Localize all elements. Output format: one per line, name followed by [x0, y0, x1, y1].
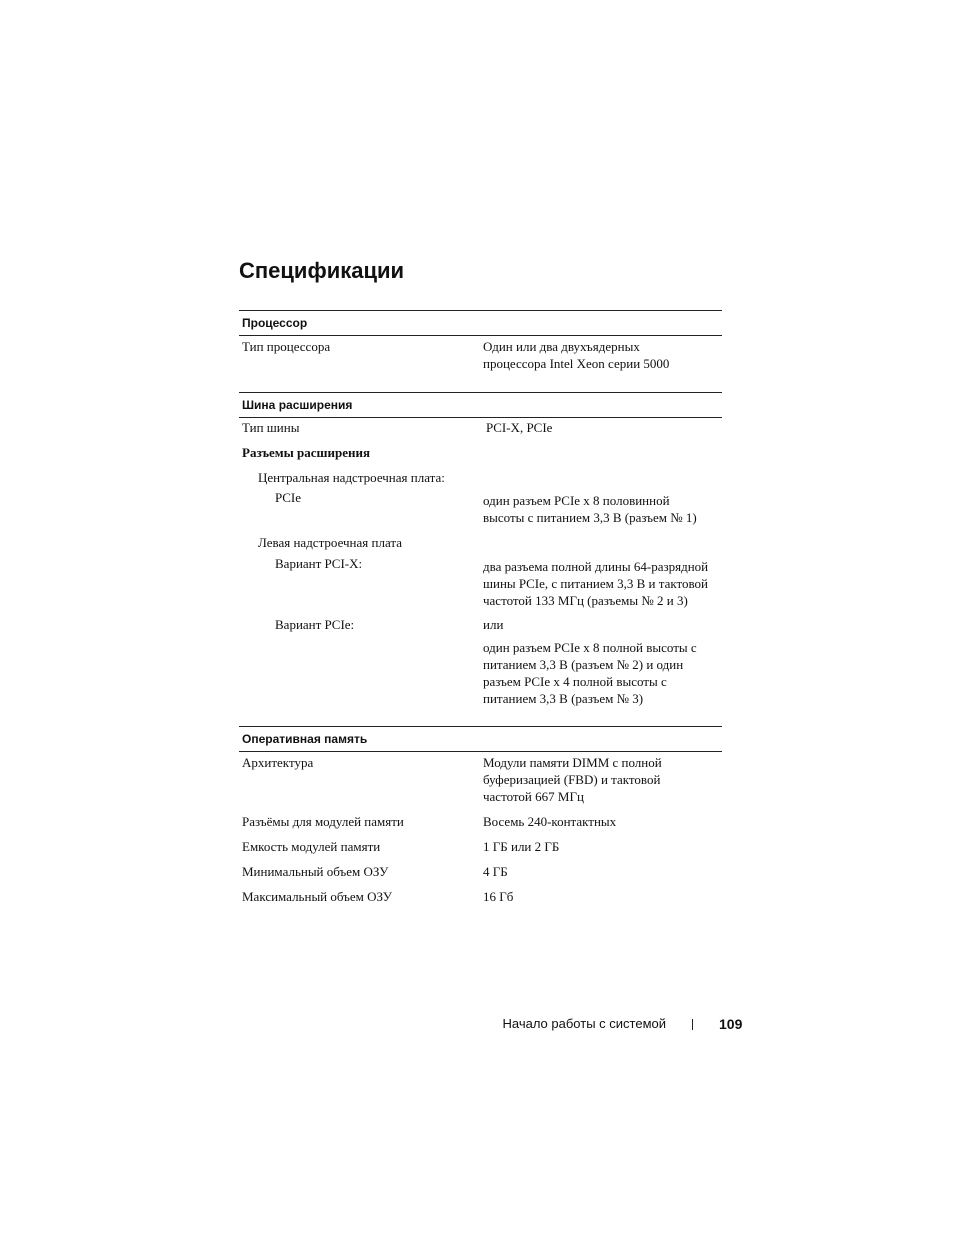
spec-label-pcie-option: Вариант PCIe:	[275, 617, 355, 632]
spec-label-max-ram: Максимальный объем ОЗУ	[242, 889, 392, 904]
spec-value-line: высоты с питанием 3,3 В (разъем № 1)	[483, 510, 697, 525]
spec-value-line: шины PCIe, с питанием 3,3 В и тактовой	[483, 576, 709, 591]
spec-label-architecture: Архитектура	[242, 755, 314, 770]
spec-value-line: частотой 667 МГц	[483, 789, 584, 804]
spec-value-line: процессора Intel Xeon серии 5000	[483, 356, 670, 371]
spec-label-min-ram: Минимальный объем ОЗУ	[242, 864, 389, 879]
spec-value-pcie-option-or	[483, 616, 723, 633]
spec-group-memory	[239, 752, 722, 922]
spec-subheading-expansion-slots: Разъемы расширения	[242, 445, 371, 460]
spec-label-center-pcie: PCIe	[275, 490, 301, 505]
spec-value-memory-slots	[483, 813, 723, 830]
spec-value-line: 4 ГБ	[483, 864, 508, 879]
spec-value-line: питанием 3,3 В (разъем № 3)	[483, 691, 644, 706]
spec-value-pcie-option	[483, 639, 723, 707]
spec-value-line: разъем PCIe x 4 полной высоты с	[483, 674, 667, 689]
spec-value-line: один разъем PCIe x 8 половинной	[483, 493, 670, 508]
spec-value-line: PCI-X, PCIe	[486, 420, 553, 435]
page-number: 109	[719, 1016, 743, 1032]
spec-value-line: питанием 3,3 В (разъем № 2) и один	[483, 657, 684, 672]
spec-value-min-ram	[483, 863, 723, 880]
spec-label-module-capacity: Емкость модулей памяти	[242, 839, 381, 854]
spec-value-line: буферизацией (FBD) и тактовой	[483, 772, 661, 787]
spec-value-center-pcie	[483, 492, 723, 526]
spec-label-bus-type: Тип шины	[242, 420, 300, 435]
spec-value-line: 1 ГБ или 2 ГБ	[483, 839, 560, 854]
spec-value-pcix-option	[483, 558, 723, 609]
page-title: Спецификации	[239, 258, 405, 283]
footer-divider	[692, 1019, 693, 1030]
spec-value-bus-type	[486, 419, 726, 436]
spec-value-module-capacity	[483, 838, 723, 855]
spec-row-processor-type	[239, 336, 722, 392]
section-header-expansion-bus: Шина расширения	[239, 392, 722, 418]
spec-value-line: или	[483, 617, 504, 632]
page-footer	[0, 1014, 954, 1034]
spec-label-memory-slots: Разъёмы для модулей памяти	[242, 814, 404, 829]
spec-value-max-ram	[483, 888, 723, 905]
spec-table	[239, 310, 722, 922]
spec-value-line: Восемь 240-контактных	[483, 814, 617, 829]
spec-value-architecture	[483, 754, 723, 805]
spec-value-line: частотой 133 МГц (разъемы № 2 и 3)	[483, 593, 688, 608]
spec-value-line: 16 Гб	[483, 889, 514, 904]
spec-value-line: один разъем PCIe x 8 полной высоты с	[483, 640, 697, 655]
spec-label-left-riser: Левая надстроечная плата	[258, 535, 403, 550]
spec-group-expansion-bus	[239, 418, 722, 726]
footer-chapter-title: Начало работы с системой	[502, 1016, 666, 1031]
section-header-memory: Оперативная память	[239, 726, 722, 752]
spec-value-line: Один или два двухъядерных	[483, 339, 640, 354]
spec-label-center-riser: Центральная надстроечная плата:	[258, 470, 445, 485]
spec-value-line: два разъема полной длины 64-разрядной	[483, 559, 709, 574]
spec-value-line: Модули памяти DIMM с полной	[483, 755, 662, 770]
spec-label: Тип процессора	[242, 339, 331, 354]
spec-value	[483, 338, 723, 372]
section-header-processor: Процессор	[239, 310, 722, 336]
spec-label-pcix-option: Вариант PCI-X:	[275, 556, 363, 571]
